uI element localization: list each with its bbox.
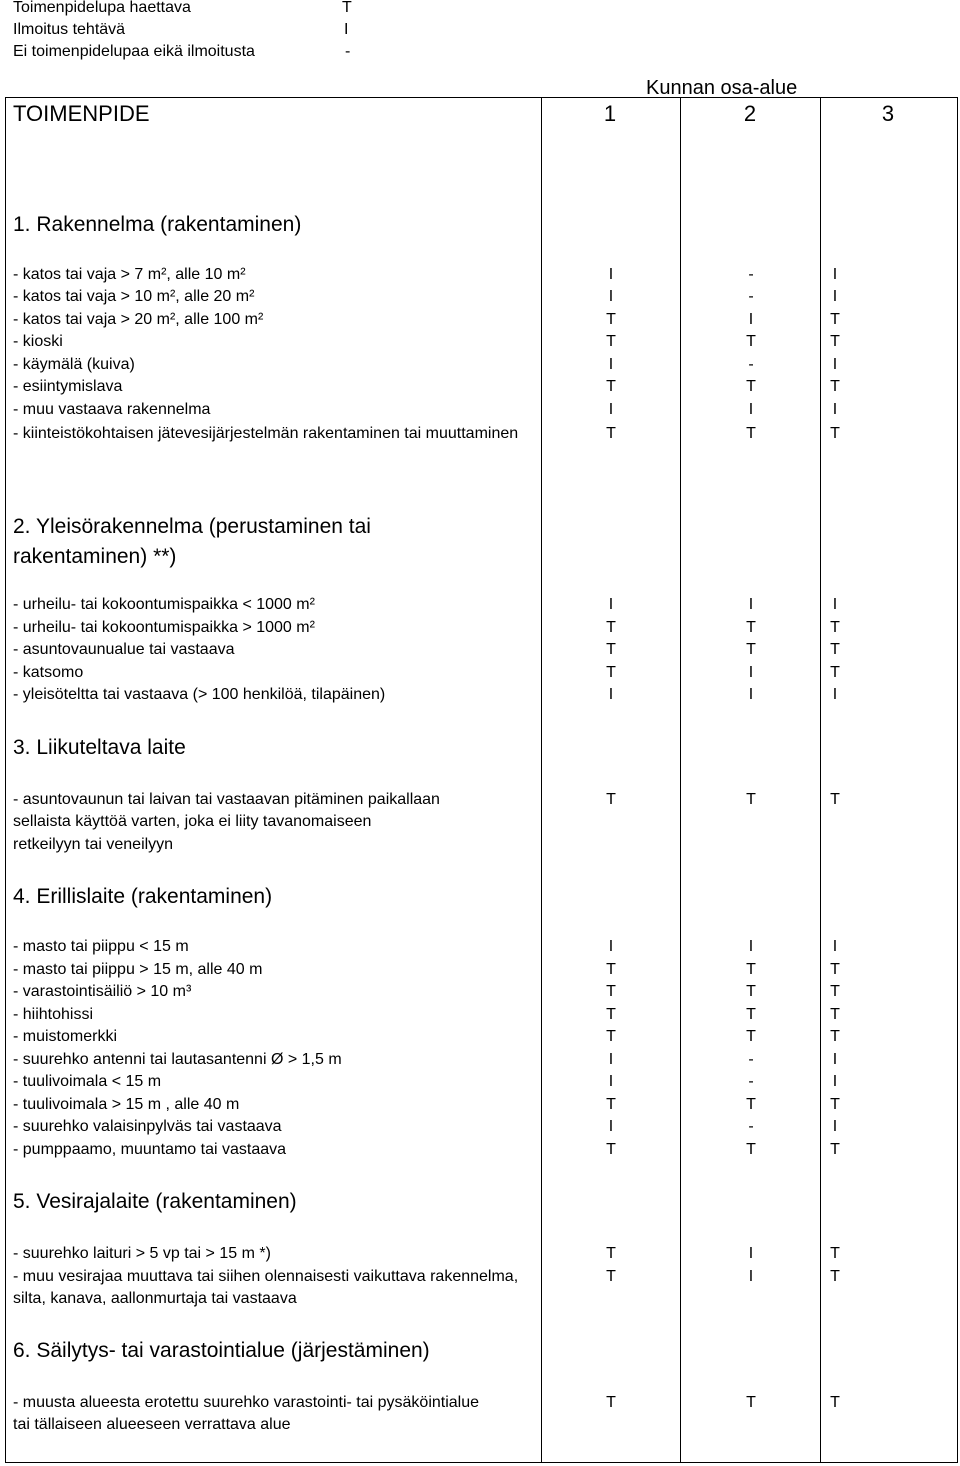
table-row-label: - asuntovaunualue tai vastaava bbox=[13, 641, 235, 658]
legend-label: Ilmoitus tehtävä bbox=[13, 21, 126, 38]
code-cell: T bbox=[606, 1028, 616, 1045]
code-cell: I bbox=[832, 1118, 838, 1135]
legend-row bbox=[13, 0, 191, 18]
table-row-label: - hiihtohissi bbox=[13, 1006, 94, 1023]
legend-row bbox=[13, 20, 125, 40]
section-title: 6. Säilytys- tai varastointialue (järjestäminen) bbox=[13, 1339, 430, 1362]
table-row-label: - tuulivoimala > 15 m , alle 40 m bbox=[13, 1096, 240, 1113]
code-cell: - bbox=[748, 1073, 754, 1090]
code-cell: I bbox=[608, 1118, 614, 1135]
legend-code: T bbox=[342, 0, 352, 16]
code-cell: T bbox=[606, 378, 616, 395]
code-cell: T bbox=[606, 1394, 616, 1411]
code-cell: T bbox=[830, 983, 840, 1000]
code-cell: - bbox=[748, 356, 754, 373]
code-cell: T bbox=[606, 664, 616, 681]
table-row-label: - käymälä (kuiva) bbox=[13, 356, 135, 373]
code-cell: T bbox=[606, 641, 616, 658]
code-cell: T bbox=[746, 1141, 756, 1158]
code-cell: T bbox=[746, 1028, 756, 1045]
code-cell: T bbox=[830, 641, 840, 658]
code-cell: I bbox=[832, 356, 838, 373]
code-cell: I bbox=[608, 266, 614, 283]
code-cell: T bbox=[606, 311, 616, 328]
table-row-label: - suurehko antenni tai lautasantenni Ø > 1,5 m bbox=[13, 1051, 342, 1068]
code-cell: I bbox=[748, 664, 754, 681]
code-cell: T bbox=[830, 333, 840, 350]
code-cell: I bbox=[608, 596, 614, 613]
table-row-label: - katos tai vaja > 20 m², alle 100 m² bbox=[13, 311, 264, 328]
code-cell: T bbox=[746, 791, 756, 808]
column-title: TOIMENPIDE bbox=[13, 101, 150, 126]
table-row-label: - urheilu- tai kokoontumispaikka > 1000 m² bbox=[13, 619, 315, 636]
code-cell: T bbox=[606, 1096, 616, 1113]
code-cell: T bbox=[746, 983, 756, 1000]
table-row-label: - katos tai vaja > 7 m², alle 10 m² bbox=[13, 266, 246, 283]
code-cell: I bbox=[608, 1051, 614, 1068]
table-row-label: - suurehko laituri > 5 vp tai > 15 m *) bbox=[13, 1245, 271, 1262]
legend-code: I bbox=[344, 21, 349, 38]
code-cell: - bbox=[748, 1118, 754, 1135]
code-cell: I bbox=[608, 938, 614, 955]
table-row-label: - kiinteistökohtaisen jätevesijärjestelmän rakentaminen tai muuttaminen bbox=[13, 425, 519, 442]
code-cell: I bbox=[832, 401, 838, 418]
code-cell: T bbox=[606, 333, 616, 350]
code-cell: I bbox=[832, 266, 838, 283]
code-cell: I bbox=[608, 1073, 614, 1090]
code-cell: T bbox=[746, 1096, 756, 1113]
code-cell: I bbox=[832, 1073, 838, 1090]
column-header-3: 3 bbox=[881, 101, 895, 126]
table-row-label: - asuntovaunun tai laivan tai vastaavan pitäminen paikallaan sellaista käyttöä varten, joka ei liity tavanomaiseen retkeilyyn tai veneilyyn bbox=[13, 791, 440, 853]
table-row-label: - muistomerkki bbox=[13, 1028, 118, 1045]
code-cell: T bbox=[830, 619, 840, 636]
code-cell: I bbox=[608, 356, 614, 373]
code-cell: T bbox=[830, 1028, 840, 1045]
code-cell: T bbox=[606, 1245, 616, 1262]
section-title: 4. Erillislaite (rakentaminen) bbox=[13, 885, 273, 908]
table-row-label: - katos tai vaja > 10 m², alle 20 m² bbox=[13, 288, 255, 305]
code-cell: I bbox=[608, 686, 614, 703]
table-row-label: - katsomo bbox=[13, 664, 84, 681]
code-cell: T bbox=[830, 311, 840, 328]
table-row-label: - varastointisäiliö > 10 m³ bbox=[13, 983, 192, 1000]
code-cell: T bbox=[606, 791, 616, 808]
code-cell: I bbox=[832, 288, 838, 305]
table-row-label: - tuulivoimala < 15 m bbox=[13, 1073, 162, 1090]
table-row-label: - muu vesirajaa muuttava tai siihen olennaisesti vaikuttava rakennelma, silta, kanava, aallonmurtaja tai vastaava bbox=[13, 1268, 519, 1308]
legend-code: - bbox=[345, 43, 351, 60]
code-cell: T bbox=[606, 1268, 616, 1285]
code-cell: T bbox=[606, 961, 616, 978]
code-cell: I bbox=[832, 596, 838, 613]
table-row-label: - muusta alueesta erotettu suurehko varastointi- tai pysäköintialue tai tällaiseen alueeseen verrattava alue bbox=[13, 1394, 480, 1434]
section-title: 1. Rakennelma (rakentaminen) bbox=[13, 213, 302, 236]
code-cell: T bbox=[830, 425, 840, 442]
table-row-label: - pumppaamo, muuntamo tai vastaava bbox=[13, 1141, 287, 1158]
code-cell: I bbox=[748, 311, 754, 328]
code-cell: T bbox=[746, 1394, 756, 1411]
table-row-label: - yleisöteltta tai vastaava (> 100 henkilöä, tilapäinen) bbox=[13, 686, 386, 703]
code-cell: I bbox=[832, 1051, 838, 1068]
code-cell: - bbox=[748, 288, 754, 305]
legend-row bbox=[13, 42, 255, 62]
code-cell: I bbox=[748, 938, 754, 955]
code-cell: T bbox=[746, 333, 756, 350]
section-title: 3. Liikuteltava laite bbox=[13, 736, 186, 759]
code-cell: T bbox=[606, 1006, 616, 1023]
code-cell: I bbox=[748, 1268, 754, 1285]
code-cell: I bbox=[608, 401, 614, 418]
code-cell: T bbox=[830, 378, 840, 395]
code-cell: I bbox=[832, 686, 838, 703]
table-row-label: - urheilu- tai kokoontumispaikka < 1000 m² bbox=[13, 596, 315, 613]
table-row-label: - masto tai piippu < 15 m bbox=[13, 938, 189, 955]
code-cell: T bbox=[606, 619, 616, 636]
code-cell: T bbox=[746, 378, 756, 395]
legend-label: Ei toimenpidelupaa eikä ilmoitusta bbox=[13, 43, 255, 60]
table-row-label: - suurehko valaisinpylväs tai vastaava bbox=[13, 1118, 282, 1135]
code-cell: T bbox=[830, 1096, 840, 1113]
code-cell: T bbox=[746, 641, 756, 658]
code-cell: T bbox=[830, 1394, 840, 1411]
code-cell: T bbox=[606, 1141, 616, 1158]
code-cell: T bbox=[746, 425, 756, 442]
area-label: Kunnan osa-alue bbox=[646, 77, 798, 99]
table-row-label: - esiintymislava bbox=[13, 378, 123, 395]
code-cell: T bbox=[830, 961, 840, 978]
code-cell: I bbox=[832, 938, 838, 955]
code-cell: T bbox=[830, 1141, 840, 1158]
code-cell: T bbox=[830, 1245, 840, 1262]
code-cell: T bbox=[830, 664, 840, 681]
code-cell: T bbox=[830, 1006, 840, 1023]
legend-label: Toimenpidelupa haettava bbox=[13, 0, 191, 16]
column-header-2: 2 bbox=[743, 101, 757, 126]
code-cell: T bbox=[746, 619, 756, 636]
column-header-1: 1 bbox=[603, 101, 617, 126]
section-title: 2. Yleisörakennelma (perustaminen tai rakentaminen) **) bbox=[13, 515, 371, 568]
table-row-label: - kioski bbox=[13, 333, 63, 350]
code-cell: - bbox=[748, 266, 754, 283]
code-cell: I bbox=[608, 288, 614, 305]
code-cell: T bbox=[830, 1268, 840, 1285]
code-cell: T bbox=[746, 961, 756, 978]
table-row-label: - masto tai piippu > 15 m, alle 40 m bbox=[13, 961, 263, 978]
code-cell: T bbox=[606, 425, 616, 442]
code-cell: T bbox=[746, 1006, 756, 1023]
code-cell: T bbox=[606, 983, 616, 1000]
table-row-label: - muu vastaava rakennelma bbox=[13, 401, 211, 418]
code-cell: I bbox=[748, 401, 754, 418]
code-cell: I bbox=[748, 686, 754, 703]
code-cell: I bbox=[748, 1245, 754, 1262]
code-cell: - bbox=[748, 1051, 754, 1068]
code-cell: I bbox=[748, 596, 754, 613]
code-cell: T bbox=[830, 791, 840, 808]
section-title: 5. Vesirajalaite (rakentaminen) bbox=[13, 1190, 297, 1213]
